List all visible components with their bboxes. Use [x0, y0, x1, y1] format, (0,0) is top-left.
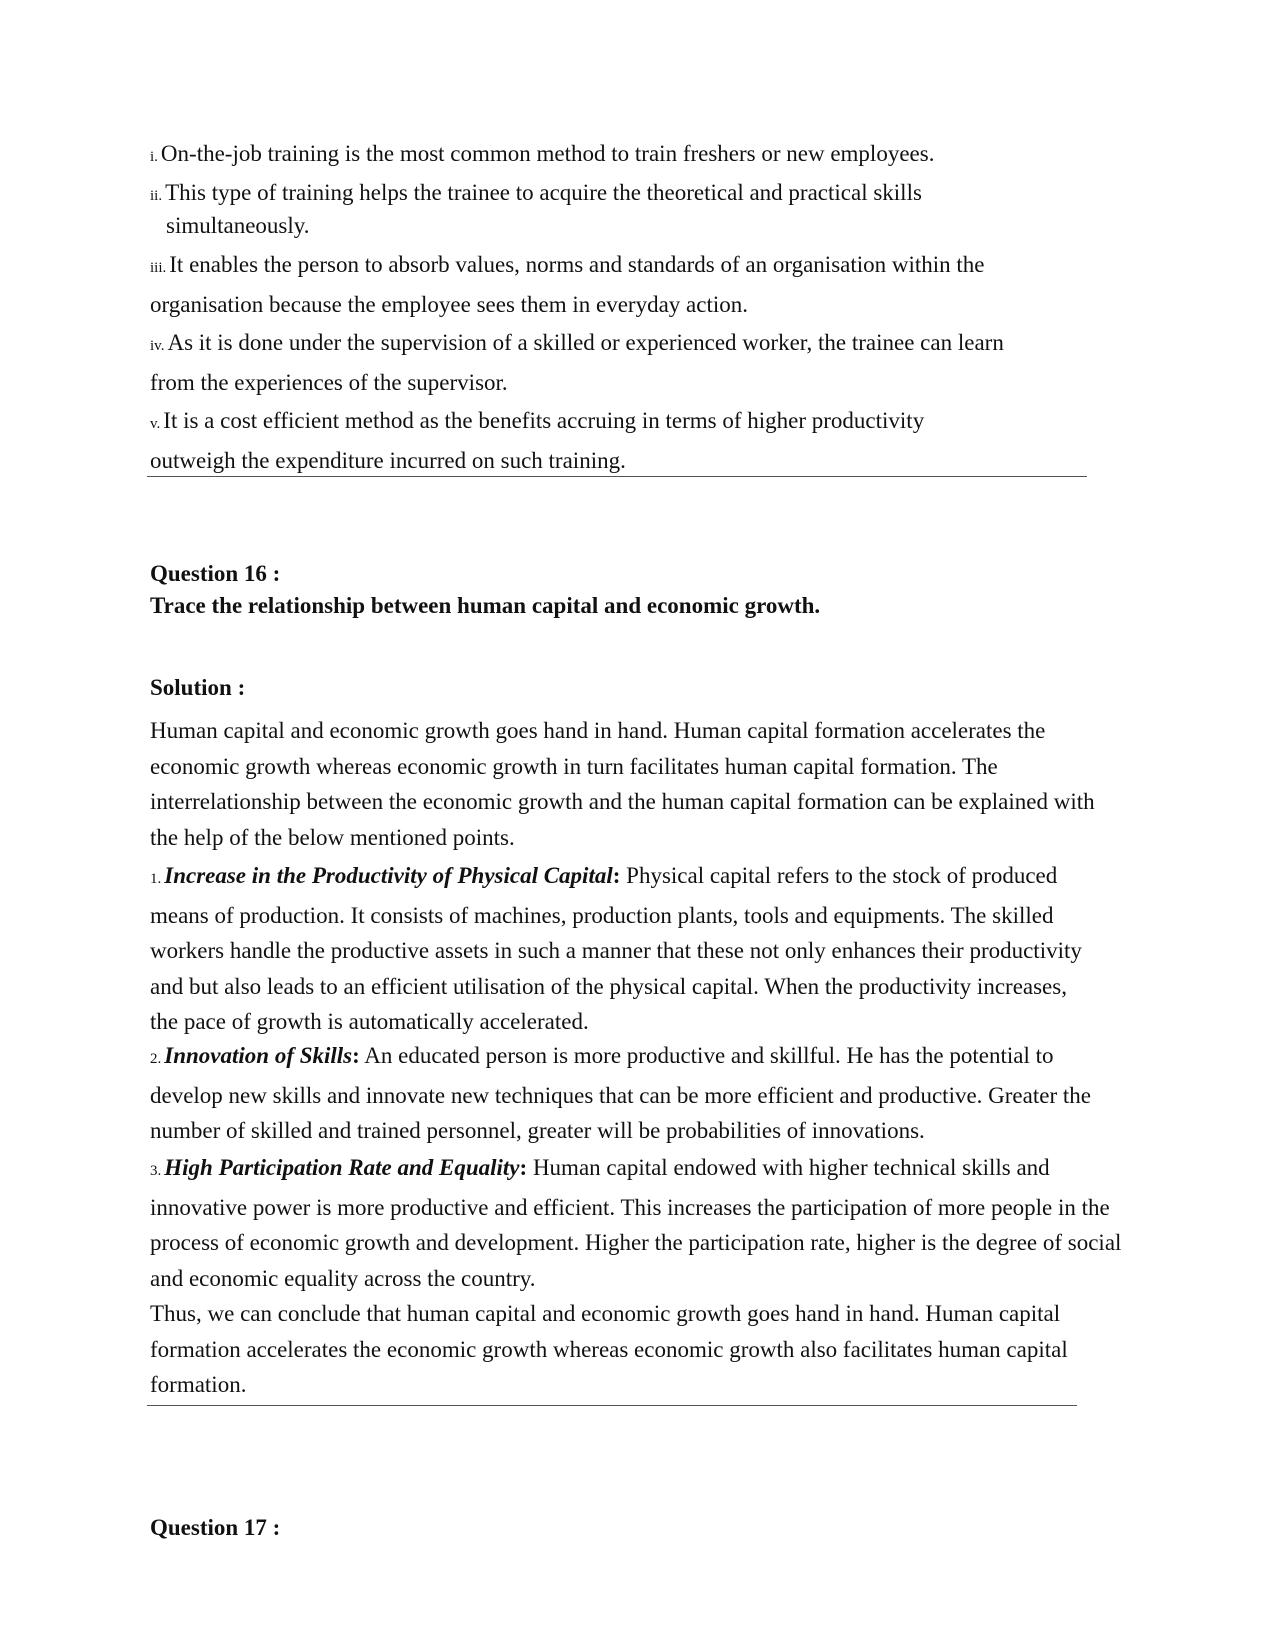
section-divider: [147, 1405, 1077, 1406]
list-item: iv. As it is done under the supervision of a skilled or experienced worker, the trainee can learn from the experiences of the supervisor.: [150, 330, 1004, 395]
solution-intro: Human capital and economic growth goes hand in hand. Human capital formation accelerates the economic growth whereas economic growth in turn facilitates human capital formation. The interrelationship between the economic growth and the human capital formation can be explained with the help of the below mentioned points.: [150, 718, 1095, 850]
list-item: 1. Increase in the Productivity of Physical Capital: Physical capital refers to the stock of produced means of production. It consists of machines, production plants, tools and equipments. The skilled workers handle the productive assets in such a manner that these not only enhances their productivity and but also leads to an efficient utilisation of the physical capital. When the productivity increases, the pace of growth is automatically accelerated.: [150, 863, 1082, 1034]
list-item: 3. High Participation Rate and Equality: Human capital endowed with higher technical skills and innovative power is more productive and efficient. This increases the participation of more people in the process of economic growth and development. Higher the participation rate, higher is the degree of social and economic equality across the country.: [150, 1155, 1122, 1291]
section-divider: [147, 476, 1087, 477]
solution-label: Solution :: [150, 675, 246, 700]
list-item: 2. Innovation of Skills: An educated person is more productive and skillful. He has the potential to develop new skills and innovate new techniques that can be more efficient and productive. Greater the number of skilled and trained personnel, greater will be probabilities of innovations.: [150, 1043, 1091, 1143]
list-item: i. On-the-job training is the most common method to train freshers or new employees.: [150, 141, 935, 166]
question-text: Trace the relationship between human capital and economic growth.: [150, 593, 821, 618]
list-item: ii. This type of training helps the trainee to acquire the theoretical and practical skills simultaneously.: [150, 180, 922, 238]
list-item: iii. It enables the person to absorb values, norms and standards of an organisation within the organisation because the employee sees them in everyday action.: [150, 252, 985, 317]
question-heading: Question 16 :: [150, 561, 281, 586]
question-heading: Question 17 :: [150, 1515, 281, 1540]
list-item: v. It is a cost efficient method as the benefits accruing in terms of higher productivity outweigh the expenditure incurred on such training.: [150, 408, 925, 473]
solution-conclusion: Thus, we can conclude that human capital and economic growth goes hand in hand. Human capital formation accelerates the economic growth whereas economic growth also facilitates human capital formation.: [150, 1301, 1068, 1397]
